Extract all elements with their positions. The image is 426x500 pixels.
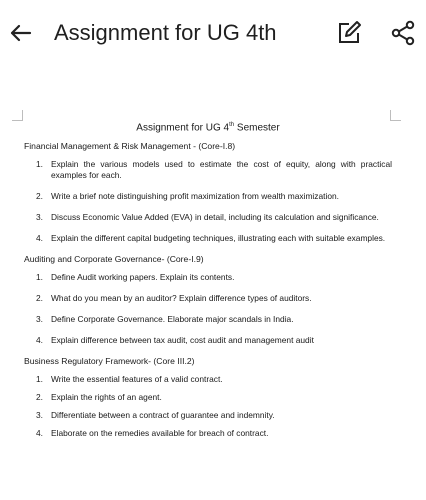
section-title: Financial Management & Risk Management - (Core-I.8)	[24, 141, 236, 152]
document-page	[24, 118, 392, 447]
back-button[interactable]	[6, 18, 36, 48]
list-item: 3. Differentiate between a contract of guarantee and indemnity.	[36, 410, 275, 421]
list-item: 3. Discuss Economic Value Added (EVA) in detail, including its calculation and significance.	[36, 212, 379, 223]
page-title: Assignment for UG 4th	[54, 20, 277, 45]
list-item: 2. Explain the rights of an agent.	[36, 392, 162, 403]
page-corner-mark	[12, 110, 23, 121]
section	[24, 254, 392, 346]
section-title: Auditing and Corporate Governance- (Core-I.9)	[24, 254, 204, 265]
list-item: 1. Write the essential features of a valid contract.	[36, 374, 223, 385]
share-button[interactable]	[390, 20, 416, 46]
edit-button[interactable]	[336, 20, 362, 46]
list-item: 4. Explain difference between tax audit, cost audit and management audit	[36, 335, 314, 346]
app-bar	[0, 0, 426, 68]
list-item: 4. Explain the different capital budgeting techniques, illustrating each with suitable examples.	[36, 233, 386, 244]
document-title: Assignment for UG 4th Semester	[136, 122, 280, 134]
section-title: Business Regulatory Framework- (Core III.2)	[24, 356, 195, 367]
list-item: 2. Write a brief note distinguishing profit maximization from wealth maximization.	[36, 191, 339, 202]
list-item: 1. Define Audit working papers. Explain its contents.	[36, 272, 235, 283]
section	[24, 356, 392, 439]
question-list	[24, 272, 392, 346]
share-icon	[390, 20, 416, 46]
edit-icon	[336, 20, 362, 46]
list-item: 4. Elaborate on the remedies available for breach of contract.	[36, 428, 269, 439]
list-item: 2. What do you mean by an auditor? Explain difference types of auditors.	[36, 293, 312, 304]
question-list	[24, 159, 392, 244]
list-item: 1. Explain the various models used to estimate the cost of equity, along with practical examples for each.	[36, 159, 392, 181]
list-item: 3. Define Corporate Governance. Elaborate major scandals in India.	[36, 314, 294, 325]
section	[24, 141, 392, 244]
arrow-left-icon	[6, 18, 36, 48]
question-list	[24, 374, 392, 439]
